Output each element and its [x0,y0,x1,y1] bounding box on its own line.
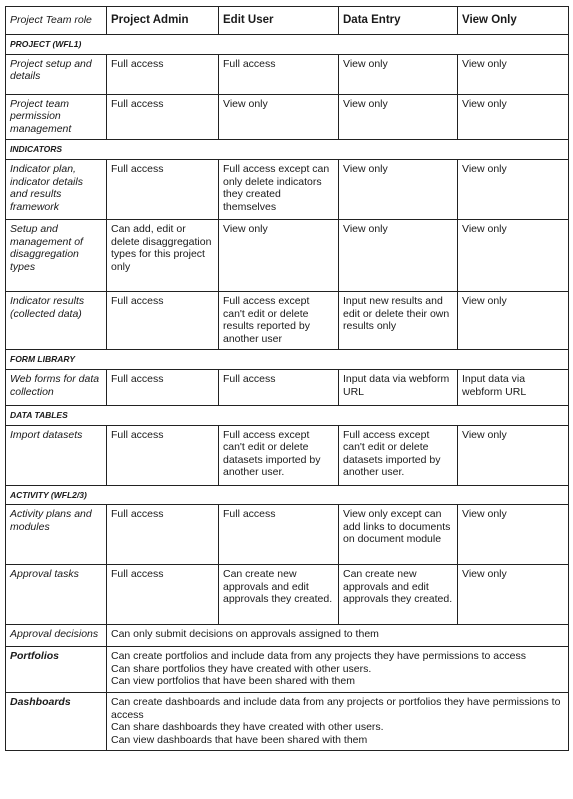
table-row [6,565,569,625]
permission-cell: Full access [219,369,339,405]
permission-cell: Full access [107,425,219,485]
role-cell: Indicator results (collected data) [6,291,107,349]
permission-cell: View only [458,219,569,291]
header-row [6,7,569,35]
permission-cell: View only [339,94,458,140]
permission-span-cell [107,625,569,647]
table-row [6,625,569,647]
role-cell: Web forms for data collection [6,369,107,405]
permission-cell: Full access [107,565,219,625]
permission-cell: Full access [107,291,219,349]
section-row [6,485,569,505]
table-row [6,219,569,291]
permission-cell: View only [458,159,569,219]
role-cell: Indicator plan, indicator details and results framework [6,159,107,219]
role-cell: Approval decisions [6,625,107,647]
table-row [6,54,569,94]
permissions-table [5,6,569,751]
permission-line: Can share portfolios they have created with other users. [111,662,372,675]
table-row [6,94,569,140]
permission-cell: View only [458,54,569,94]
table-row [6,425,569,485]
section-label: INDICATORS [6,140,569,160]
permission-line: Can view dashboards that have been shared with them [111,733,368,746]
header-edit-user: Edit User [219,7,339,35]
permission-cell: View only [339,219,458,291]
permission-cell: Full access [219,54,339,94]
table-row [6,159,569,219]
header-data-entry: Data Entry [339,7,458,35]
permission-span-cell [107,647,569,693]
permission-cell: Full access except can't edit or delete datasets imported by another user. [219,425,339,485]
permission-cell: View only [219,219,339,291]
section-label: DATA TABLES [6,405,569,425]
permission-cell: View only [458,94,569,140]
permission-cell: Full access [107,54,219,94]
section-row [6,35,569,55]
permission-cell: Full access except can't edit or delete results reported by another user [219,291,339,349]
permission-cell: View only [458,505,569,565]
table-row [6,505,569,565]
permission-line: Can create portfolios and include data from any projects they have permissions to access [111,650,526,663]
table-row [6,692,569,750]
section-label: PROJECT (WFL1) [6,35,569,55]
permission-cell: View only [219,94,339,140]
permission-cell: Full access except can only delete indicators they created themselves [219,159,339,219]
section-row [6,350,569,370]
permission-line: Can view portfolios that have been shared with them [111,675,355,688]
permission-cell: Input new results and edit or delete their own results only [339,291,458,349]
permission-cell: View only except can add links to documents on document module [339,505,458,565]
permission-cell: Full access [107,159,219,219]
role-cell: Portfolios [6,647,107,693]
permission-span-cell [107,692,569,750]
permission-cell: View only [458,565,569,625]
role-cell: Import datasets [6,425,107,485]
permission-cell: View only [458,291,569,349]
permission-cell: Full access [107,94,219,140]
role-cell: Activity plans and modules [6,505,107,565]
permission-cell: Full access [107,369,219,405]
role-cell: Approval tasks [6,565,107,625]
role-cell: Project team permission management [6,94,107,140]
permission-cell: Full access except can't edit or delete datasets imported by another user. [339,425,458,485]
permission-line: Can create dashboards and include data from any projects or portfolios they have permissions to access [111,695,561,721]
table-body [6,35,569,751]
role-cell: Dashboards [6,692,107,750]
permission-cell: View only [458,425,569,485]
section-row [6,405,569,425]
permission-cell: Input data via webform URL [339,369,458,405]
permission-cell: Full access [219,505,339,565]
section-row [6,140,569,160]
role-cell: Project setup and details [6,54,107,94]
permission-cell: Can create new approvals and edit approvals they created. [339,565,458,625]
header-role: Project Team role [6,7,107,35]
permission-cell: View only [339,54,458,94]
permission-cell: Can add, edit or delete disaggregation types for this project only [107,219,219,291]
table-row [6,291,569,349]
table-row [6,369,569,405]
permission-cell: View only [339,159,458,219]
permission-cell: Can create new approvals and edit approvals they created. [219,565,339,625]
permission-cell: Input data via webform URL [458,369,569,405]
header-project-admin: Project Admin [107,7,219,35]
permissions-table-container [5,6,568,751]
permission-cell: Full access [107,505,219,565]
role-cell: Setup and management of disaggregation types [6,219,107,291]
section-label: FORM LIBRARY [6,350,569,370]
section-label: ACTIVITY (WFL2/3) [6,485,569,505]
permission-line: Can share dashboards they have created with other users. [111,721,384,734]
permission-line: Can only submit decisions on approvals assigned to them [111,628,379,641]
header-view-only: View Only [458,7,569,35]
table-row [6,647,569,693]
